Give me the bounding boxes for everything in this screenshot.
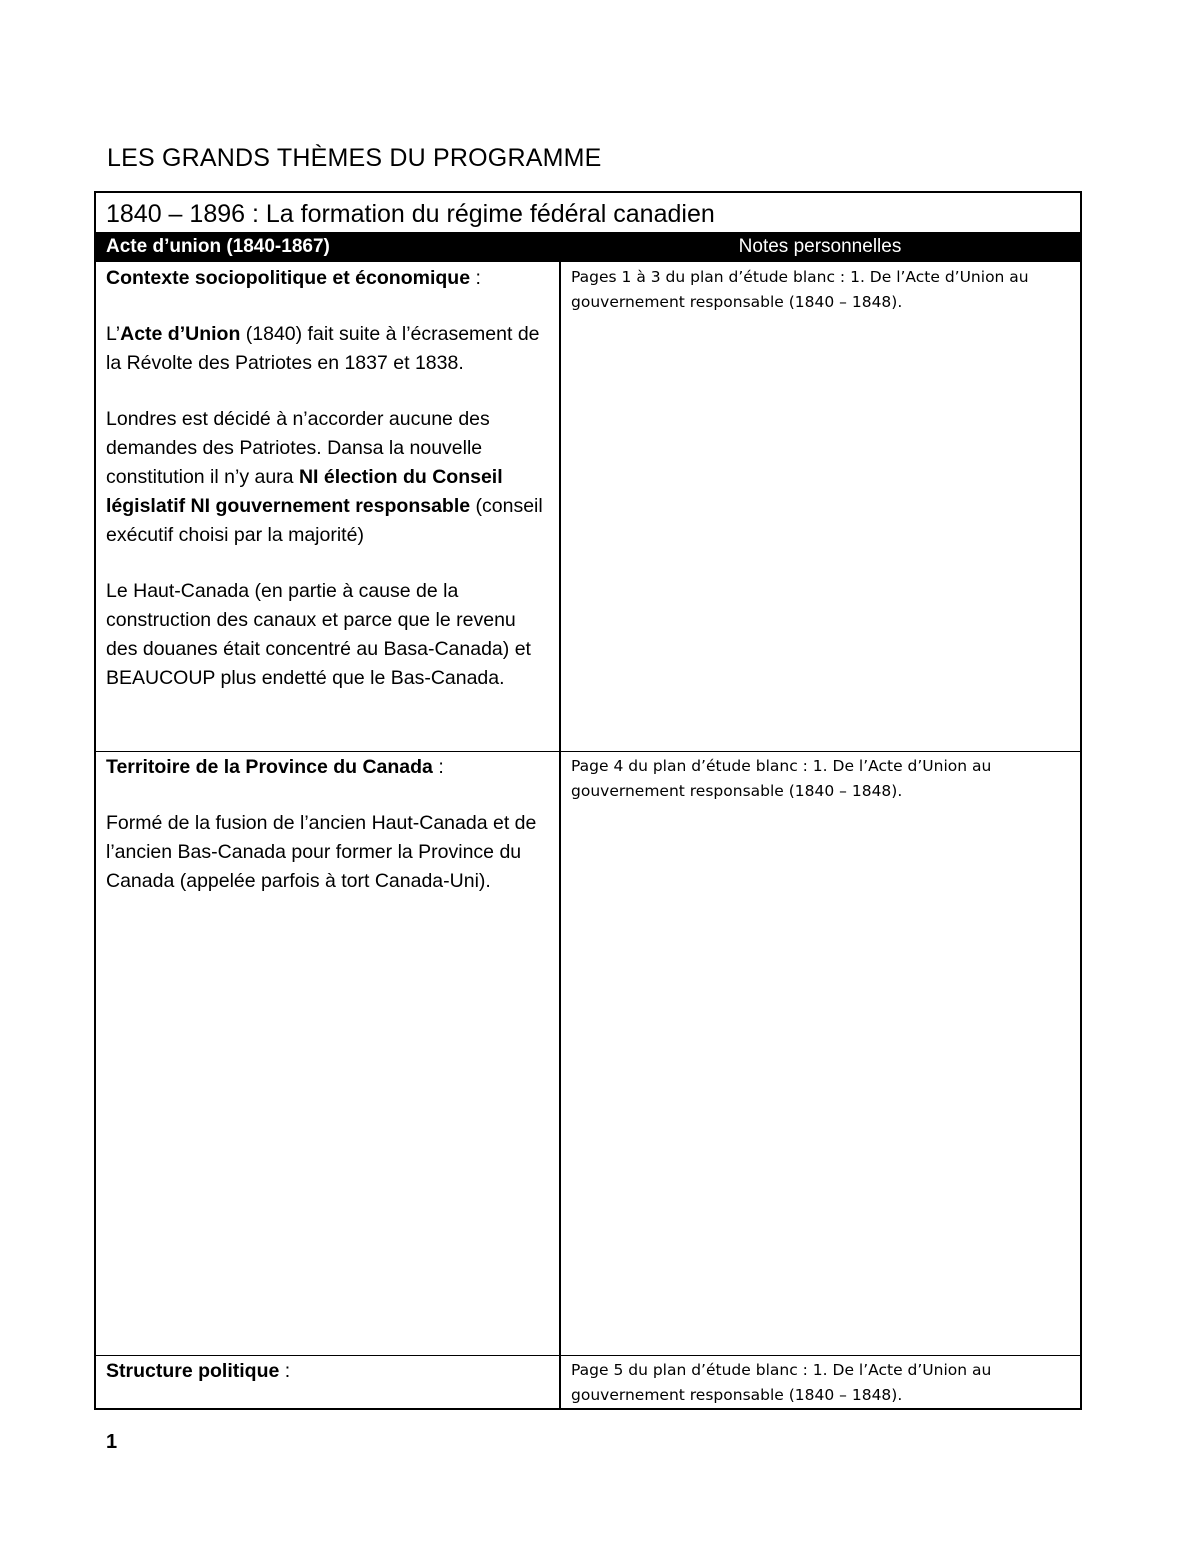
theme-table xyxy=(94,191,1082,1410)
context-paragraph-1: L’Acte d’Union (1840) fait suite à l’écrasement de la Révolte des Patriotes en 1837 et 1838. xyxy=(106,323,540,374)
column-header-bar xyxy=(96,232,1080,262)
territory-paragraph-1: Formé de la fusion de l’ancien Haut-Canada et de l’ancien Bas-Canada pour former la Province du Canada (appelée parfois à tort Canada-Uni). xyxy=(106,812,537,892)
context-paragraph-3: Le Haut-Canada (en partie à cause de la construction des canaux et parce que le revenu des douanes était concentré au Basa-Canada) et BEAUCOUP plus endetté que le Bas-Canada. xyxy=(106,580,531,689)
section-title-context: Contexte sociopolitique et économique : xyxy=(106,267,481,289)
row-structure-note: Page 5 du plan d’étude blanc : 1. De l’Acte d’Union au gouvernement responsable (1840 – 1848). xyxy=(571,1361,992,1404)
period-title: 1840 – 1896 : La formation du régime fédéral canadien xyxy=(106,200,715,228)
row-context-note: Pages 1 à 3 du plan d’étude blanc : 1. De l’Acte d’Union au gouvernement responsable (1840 – 1848). xyxy=(571,268,1029,311)
context-paragraph-2: Londres est décidé à n’accorder aucune des demandes des Patriotes. Dansa la nouvelle constitution il n’y aura NI élection du Conseil législatif NI gouvernement responsable (conseil exécutif choisi par la majorité) xyxy=(106,408,543,546)
page-heading: LES GRANDS THÈMES DU PROGRAMME xyxy=(107,144,602,172)
row-divider xyxy=(96,1355,1080,1356)
column-header-right: Notes personnelles xyxy=(738,236,902,257)
column-divider xyxy=(559,262,561,1408)
row-divider xyxy=(96,751,1080,752)
row-territory-left xyxy=(106,753,552,896)
row-territory-note: Page 4 du plan d’étude blanc : 1. De l’Acte d’Union au gouvernement responsable (1840 – 1848). xyxy=(571,757,992,800)
page-number: 1 xyxy=(106,1431,118,1453)
row-structure-left xyxy=(106,1357,552,1386)
section-title-structure: Structure politique : xyxy=(106,1360,291,1382)
row-context-left xyxy=(106,264,552,693)
column-header-left: Acte d’union (1840-1867) xyxy=(106,236,330,257)
section-title-territory: Territoire de la Province du Canada : xyxy=(106,756,444,778)
